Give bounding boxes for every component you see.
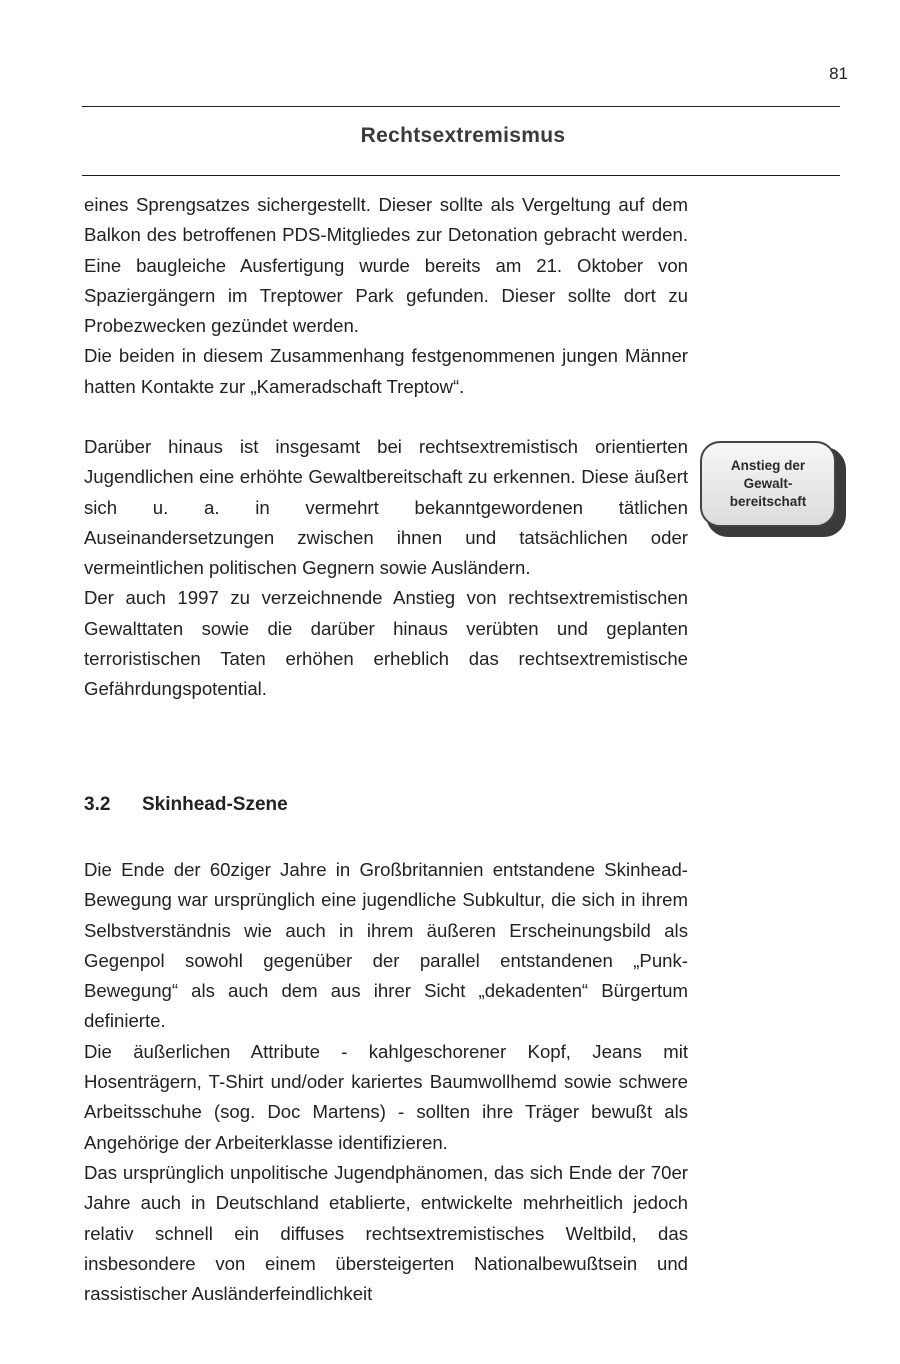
paragraph: Das ursprünglich unpolitische Jugendphänomen, das sich Ende der 70er Jahre auch in Deutschland etablierte, entwickelte mehrheitlich jedoch relativ schnell ein diffuses rechtsextremistisches Weltbild, das insbesondere von einem übersteigerten Nationalbewußtsein und rassistischer Ausländerfeindlichkeit xyxy=(84,1161,688,1305)
paragraph: Die äußerlichen Attribute - kahlgeschorener Kopf, Jeans mit Hosenträgern, T-Shirt und/oder kariertes Baumwollhemd sowie schwere Arbeitsschuhe (sog. Doc Martens) - sollten ihre Träger bewußt als Angehörige der Arbeiterklasse identifizieren. xyxy=(84,1040,688,1153)
paragraph: Die Ende der 60ziger Jahre in Großbritannien entstandene Skinhead-Bewegung war ursprünglich eine jugendliche Subkultur, die sich in ihrem Selbstverständnis wie auch in ihrem äußeren Erscheinungsbild als Gegenpol sowohl gegenüber der parallel entstandenen „Punk-Bewegung“ als auch dem aus ihrer Sicht „dekadenten“ Bürgertum definierte. xyxy=(84,859,688,1032)
header-rule-top xyxy=(82,106,840,107)
text-block-continuation xyxy=(84,190,688,402)
paragraph: Darüber hinaus ist insgesamt bei rechtsextremistisch orientierten Jugendlichen eine erhöhte Gewaltbereitschaft zu erkennen. Diese äußert sich u. a. in vermehrt bekanntgewordenen tätlichen Auseinandersetzungen zwischen ihnen und tatsächlichen oder vermeintlichen politischen Gegnern sowie Ausländern. xyxy=(84,436,688,579)
header-rule-bottom xyxy=(82,175,840,176)
paragraph: Die beiden in diesem Zusammenhang festgenommenen jungen Männer hatten Kontakte zur „Kameradschaft Treptow“. xyxy=(84,345,688,397)
section-heading xyxy=(84,794,288,816)
paragraph: eines Sprengsatzes sichergestellt. Dieser sollte als Vergeltung auf dem Balkon des betroffenen PDS-Mitgliedes zur Detonation gebracht werden. Eine baugleiche Ausfertigung wurde bereits am 21. Oktober von Spaziergängern im Treptower Park gefunden. Dieser sollte dort zu Probezwecken gezündet werden. xyxy=(84,194,688,337)
margin-note-label: Anstieg der Gewalt- bereitschaft xyxy=(729,458,807,509)
text-block-skinhead xyxy=(84,855,688,1309)
paragraph: Der auch 1997 zu verzeichnende Anstieg von rechtsextremistischen Gewalttaten sowie die darüber hinaus verübten und geplanten terroristischen Taten erhöhen erheblich das rechtsextremistische Gefährdungspotential. xyxy=(84,587,688,700)
section-title: Skinhead-Szene xyxy=(142,794,288,815)
running-title: Rechtsextremismus xyxy=(360,124,566,147)
text-block-violence xyxy=(84,432,688,705)
margin-note xyxy=(700,441,846,537)
section-number: 3.2 xyxy=(84,794,111,815)
margin-note-box xyxy=(700,441,836,527)
page-number: 81 xyxy=(829,64,848,83)
